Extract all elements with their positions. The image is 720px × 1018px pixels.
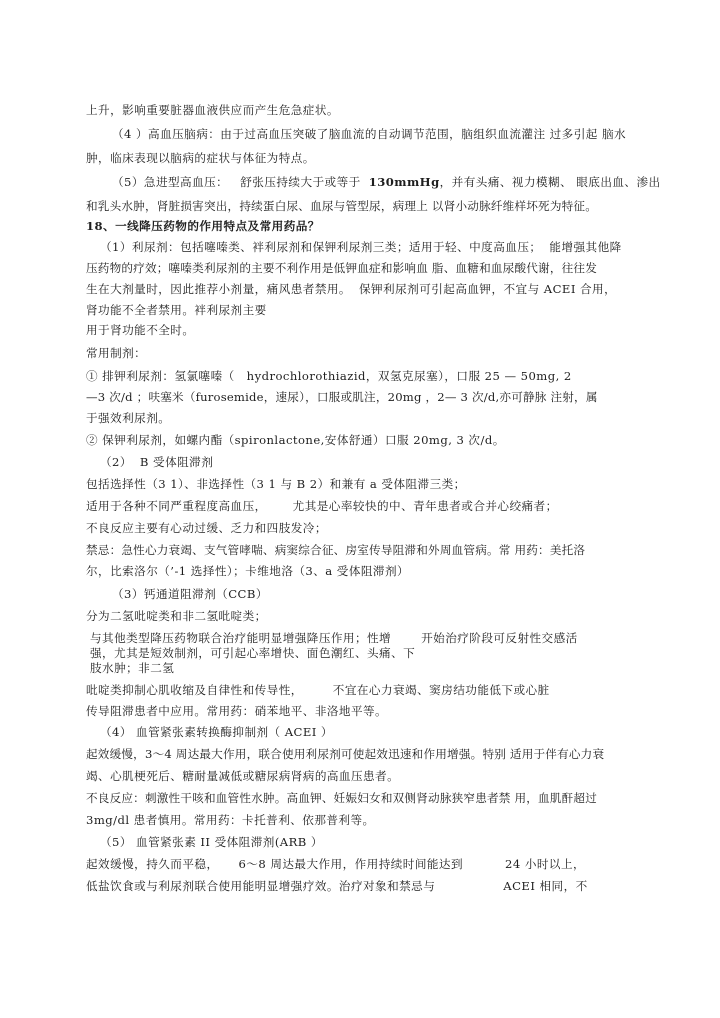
text-line <box>112 175 661 189</box>
text-line: 3mg/dl 患者慎用。常用药：卡托普利、依那普利等。 <box>86 813 375 827</box>
text-segment: 低盐饮食或与利尿剂联合使用能明显增强疗效。治疗对象和禁忌与 <box>86 879 436 893</box>
text-line: 分为二氢吡啶类和非二氢吡啶类； <box>86 609 267 623</box>
text-line: —3 次/d ；呋塞米（furosemide，速尿），口服或肌注，20mg ，2— 3 次/d,亦可静脉 注射，属 <box>86 390 598 404</box>
text-line: 用于肾功能不全时。 <box>86 323 195 337</box>
text-line: 禁忌：急性心力衰竭、支气管哮喘、病窦综合征、房室传导阻滞和外周血管病。常 用药：美托洛 <box>86 543 586 557</box>
text-line: 竭、心肌梗死后、糖耐量减低或糖尿病肾病的高血压患者。 <box>86 769 400 783</box>
text-line <box>86 282 616 296</box>
text-segment: 6～8 周达最大作用，作用持续时间能达到 <box>238 857 464 871</box>
text-segment: ACEI 相同，不 <box>503 879 588 893</box>
text-line: 肿，临床表现以脑病的症状与体征为特点。 <box>86 151 315 165</box>
text-segment: 起效缓慢，持久而平稳， <box>86 857 219 871</box>
text-line: 于强效利尿剂。 <box>86 411 171 425</box>
text-line: （5） 血管紧张素 II 受体阻滞剂(ARB ） <box>100 835 323 849</box>
text-line: 常用制剂： <box>86 346 147 360</box>
text-line: （4） 血管紧张素转换酶抑制剂（ ACEI ） <box>100 725 333 739</box>
text-line <box>86 369 572 383</box>
text-segment: 不宜在心力衰竭、窦房结功能低下或心脏 <box>332 683 550 697</box>
text-segment: （2） <box>100 455 132 469</box>
text-line: （3）钙通道阻滞剂（CCB） <box>112 587 268 601</box>
text-line: 不良反应：刺激性干咳和血管性水肿。高血钾、妊娠妇女和双侧肾动脉狭窄患者禁 用，血肌酐超过 <box>86 791 598 805</box>
text-line: 起效缓慢，3～4 周达最大作用，联合使用利尿剂可使起效迅速和作用增强。特别 适用于伴有心力衰 <box>86 747 605 761</box>
bold-value: 130mmHg <box>368 175 440 189</box>
text-line <box>86 499 558 513</box>
text-line: 尔，比索洛尔（’-1 选择性）；卡维地洛（3、a 受体阻滞剂） <box>86 564 410 578</box>
text-line <box>86 857 585 871</box>
text-line <box>100 240 622 254</box>
text-segment: 吡啶类抑制心肌收缩及自律性和传导性， <box>86 683 303 697</box>
text-segment: （1）利尿剂：包括噻嗪类、袢利尿剂和保钾利尿剂三类；适用于轻、中度高血压； <box>100 240 542 254</box>
text-line <box>100 455 213 469</box>
text-line: 肾功能不全者禁用。袢利尿剂主要 <box>86 303 267 317</box>
text-line: 强，尤其是短效制剂，可引起心率增快、面色潮红、头痛、下 <box>90 646 416 660</box>
text-line: 上升，影响重要脏器血液供应而产生危急症状。 <box>86 103 339 117</box>
text-segment: 24 小时以上， <box>505 857 586 871</box>
text-segment: 舒张压持续大于或等于 <box>240 175 361 189</box>
text-segment: ，并有头痛、视力模糊、 眼底出血、渗出 <box>439 175 661 189</box>
text-segment: B 受体阻滞剂 <box>139 455 214 469</box>
text-line: （4 ）高血压脑病：由于过高血压突破了脑血流的自动调节范围，脑组织血流灌注 过多引起 脑水 <box>112 127 627 141</box>
text-line: 和乳头水肿，肾脏损害突出，持续蛋白尿、血尿与管型尿，病理上 以肾小动脉纤维样坏死为特征。 <box>86 199 598 213</box>
text-line <box>90 631 578 645</box>
text-line: ② 保钾利尿剂，如螺内酯（spironlactone,安体舒通）口服 20mg, 3 次/d。 <box>86 433 505 447</box>
text-line <box>86 879 588 893</box>
text-line <box>86 683 550 697</box>
text-segment: 保钾利尿剂可引起高血钾，不宜与 ACEI 合用， <box>358 282 617 296</box>
text-line: 包括选择性（3 1）、非选择性（3 1 与 B 2）和兼有 a 受体阻滞三类； <box>86 477 466 491</box>
text-segment: 与其他类型降压药物联合治疗能明显增强降压作用；性增 <box>90 631 392 645</box>
text-segment: ① 排钾利尿剂：氢氯噻嗪（ <box>86 369 235 383</box>
text-segment: 生在大剂量时，因此推荐小剂量，痛风患者禁用。 <box>86 282 351 296</box>
text-line: 传导阻滞患者中应用。常用药：硝苯地平、非洛地平等。 <box>86 704 388 718</box>
text-line: 压药物的疗效；噻嗪类利尿剂的主要不利作用是低钾血症和影响血 脂、血糖和血尿酸代谢，往往发 <box>86 261 598 275</box>
section-heading: 18、一线降压药物的作用特点及常用药品？ <box>86 219 320 233</box>
text-segment: （5）急进型高血压： <box>112 175 229 189</box>
text-segment: 尤其是心率较快的中、青年患者或合并心绞痛者； <box>292 499 558 513</box>
text-line: 肢水肿；非二氢 <box>90 661 175 675</box>
text-segment: 适用于各种不同严重程度高血压， <box>86 499 267 513</box>
text-line: 不良反应主要有心动过缓、乏力和四肢发冷； <box>86 521 327 535</box>
text-segment: 能增强其他降 <box>549 240 622 254</box>
text-segment: 开始治疗阶段可反射性交感活 <box>421 631 578 645</box>
text-segment: hydrochlorothiazid，双氢克尿塞），口服 25 — 50mg, 2 <box>246 369 572 383</box>
